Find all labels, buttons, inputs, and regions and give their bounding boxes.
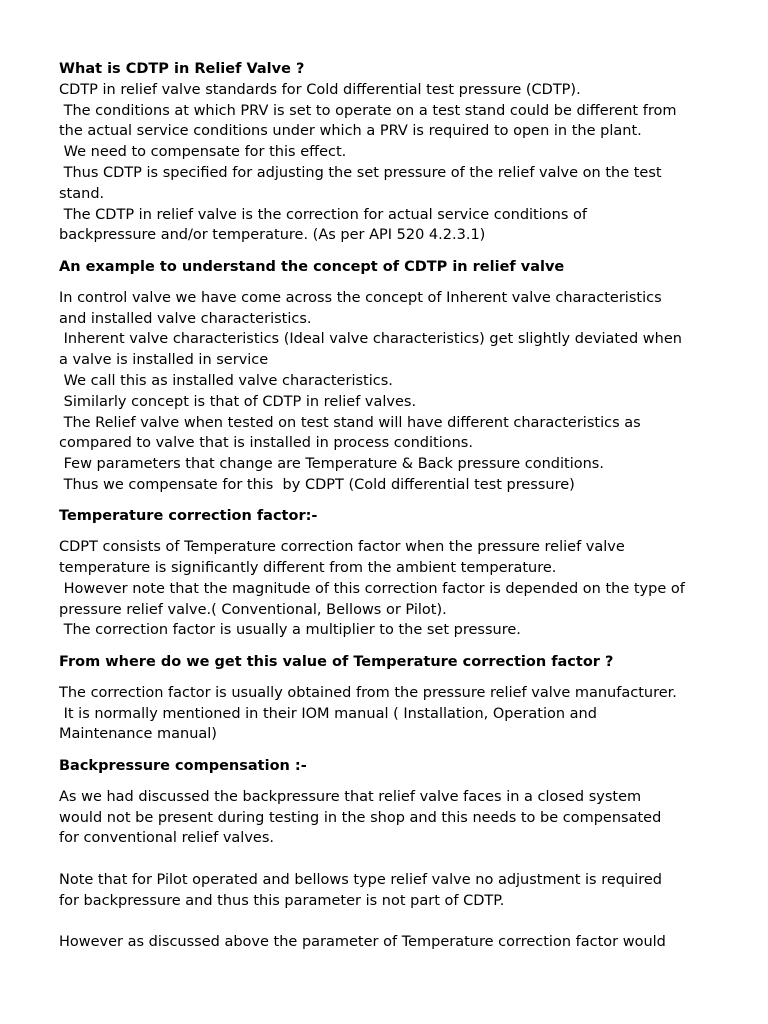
section-heading: From where do we get this value of Temperature correction factor ? [59, 653, 614, 670]
body-line: backpressure and/or temperature. (As per API 520 4.2.3.1) [59, 227, 486, 244]
body-line: for conventional relief valves. [59, 830, 274, 847]
body-line: Similarly concept is that of CDTP in relief valves. [59, 393, 417, 410]
body-line: the actual service conditions under which a PRV is required to open in the plant. [59, 123, 642, 140]
body-line: Few parameters that change are Temperature & Back pressure conditions. [59, 456, 604, 473]
body-line: Inherent valve characteristics (Ideal valve characteristics) get slightly deviated when [59, 331, 682, 348]
section-temperature-correction [59, 506, 719, 641]
section-body [59, 683, 719, 745]
body-line: The CDTP in relief valve is the correction for actual service conditions of [59, 206, 587, 223]
document-page [59, 59, 719, 953]
body-line: temperature is significantly different from the ambient temperature. [59, 560, 557, 577]
body-line: We call this as installed valve characteristics. [59, 372, 393, 389]
body-line: Thus we compensate for this by CDPT (Cold differential test pressure) [59, 476, 575, 493]
section-example [59, 257, 719, 496]
blank-line [59, 912, 719, 933]
section-heading: Backpressure compensation :- [59, 757, 307, 774]
body-line: CDTP in relief valve standards for Cold differential test pressure (CDTP). [59, 81, 581, 98]
body-line: The correction factor is usually obtained from the pressure relief valve manufacturer. [59, 684, 677, 701]
body-line: The correction factor is usually a multiplier to the set pressure. [59, 622, 521, 639]
section-body [59, 80, 719, 246]
body-line: pressure relief valve.( Conventional, Bellows or Pilot). [59, 601, 447, 618]
body-line: In control valve we have come across the concept of Inherent valve characteristics [59, 289, 662, 306]
body-line: and installed valve characteristics. [59, 310, 312, 327]
body-line: would not be present during testing in the shop and this needs to be compensated [59, 809, 662, 826]
body-line: The conditions at which PRV is set to operate on a test stand could be different from [59, 102, 677, 119]
body-line: The Relief valve when tested on test stand will have different characteristics as [59, 414, 641, 431]
section-what-is-cdtp [59, 59, 719, 246]
body-line: for backpressure and thus this parameter is not part of CDTP. [59, 892, 505, 909]
body-line: Thus CDTP is specified for adjusting the set pressure of the relief valve on the test [59, 164, 662, 181]
section-where-value [59, 652, 719, 746]
body-line: CDPT consists of Temperature correction factor when the pressure relief valve [59, 539, 625, 556]
section-heading: Temperature correction factor:- [59, 508, 318, 525]
section-backpressure [59, 756, 719, 954]
body-line: However note that the magnitude of this correction factor is depended on the type of [59, 580, 685, 597]
section-body [59, 537, 719, 641]
section-body [59, 288, 719, 496]
body-line: compared to valve that is installed in process conditions. [59, 435, 473, 452]
body-line: a valve is installed in service [59, 352, 269, 369]
body-line: We need to compensate for this effect. [59, 144, 347, 161]
body-line: As we had discussed the backpressure that relief valve faces in a closed system [59, 788, 642, 805]
body-line: It is normally mentioned in their IOM manual ( Installation, Operation and [59, 705, 597, 722]
blank-line [59, 849, 719, 870]
body-line: Maintenance manual) [59, 726, 217, 743]
body-line: However as discussed above the parameter of Temperature correction factor would [59, 934, 666, 951]
section-heading: What is CDTP in Relief Valve ? [59, 61, 305, 77]
body-line: Note that for Pilot operated and bellows type relief valve no adjustment is required [59, 872, 662, 889]
section-body [59, 787, 719, 953]
section-heading: An example to understand the concept of CDTP in relief valve [59, 258, 565, 275]
body-line: stand. [59, 185, 105, 202]
